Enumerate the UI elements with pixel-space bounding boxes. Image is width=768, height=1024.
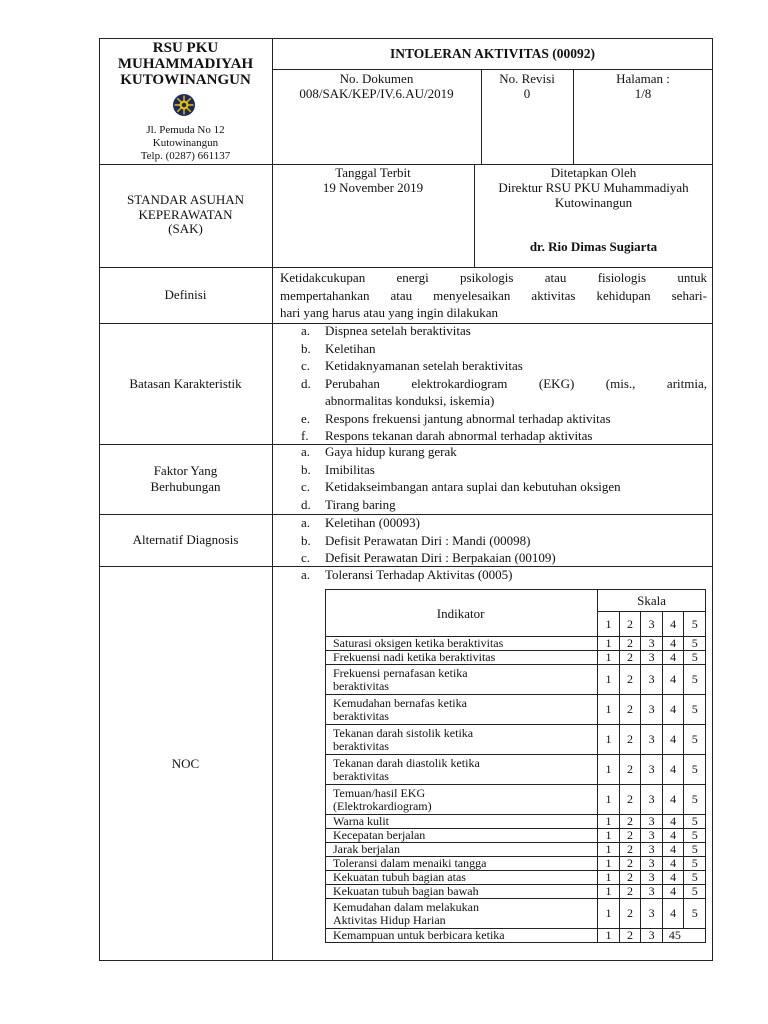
scale-cell: 4 — [662, 815, 684, 829]
definisi-text — [280, 269, 707, 322]
scale-cell: 1 — [598, 785, 620, 815]
scale-cell: 4 — [662, 899, 684, 929]
scale-cell: 3 — [641, 871, 663, 885]
hospital-name — [99, 40, 272, 88]
noc-list — [279, 566, 707, 584]
indicator-label — [326, 871, 598, 885]
list-item — [279, 443, 707, 461]
indicator-line: Toleransi dalam menaiki tangga — [333, 856, 487, 870]
indicator-line: Frekuensi nadi ketika beraktivitas — [333, 650, 496, 664]
list-text: Perubahan elektrokardiogram (EKG) (mis., aritmia, — [325, 375, 707, 391]
scale-cell: 2 — [619, 929, 641, 943]
list-item — [279, 461, 707, 479]
indicator-line: Saturasi oksigen ketika beraktivitas — [333, 636, 504, 650]
list-item — [279, 357, 707, 375]
alternatif-list — [279, 514, 707, 567]
indicator-line: Kekuatan tubuh bagian bawah — [333, 884, 479, 898]
noc-label — [99, 566, 272, 961]
list-item — [279, 532, 707, 550]
list-text: Ketidaknyamanan setelah beraktivitas — [325, 358, 523, 373]
table-row — [326, 651, 706, 665]
table-row — [326, 637, 706, 651]
table-row — [326, 725, 706, 755]
scale-cell: 2 — [619, 815, 641, 829]
scale-cell: 4 — [662, 857, 684, 871]
approval-label: Ditetapkan Oleh — [550, 165, 637, 180]
standard-title-line: STANDAR ASUHAN — [126, 192, 245, 207]
scale-number: 3 — [641, 612, 663, 637]
table-row — [326, 857, 706, 871]
scale-cell: 2 — [619, 651, 641, 665]
list-marker: c. — [301, 550, 311, 565]
alternatif-label — [99, 514, 272, 566]
scale-cell: 4 — [662, 651, 684, 665]
hospital-name-line: RSU PKU — [152, 40, 219, 56]
indicator-line: beraktivitas — [333, 708, 389, 723]
list-marker: c. — [301, 358, 311, 373]
batasan-list — [279, 322, 707, 445]
scale-cell: 5 — [684, 637, 706, 651]
scale-cell: 5 — [684, 665, 706, 695]
approver-line: Kutowinangun — [554, 195, 633, 210]
list-marker: b. — [301, 340, 311, 356]
list-text: Ketidakseimbangan antara suplai dan kebutuhan oksigen — [325, 479, 621, 494]
indicator-line: Kemudahan bernafas ketika — [333, 695, 467, 710]
phone-number: Telp. (0287) 661137 — [140, 150, 231, 162]
indicator-label — [326, 755, 598, 785]
list-text: Gaya hidup kurang gerak — [325, 444, 457, 459]
scale-cell: 3 — [641, 665, 663, 695]
table-row — [326, 785, 706, 815]
list-marker: a. — [301, 515, 311, 530]
list-marker: a. — [301, 567, 311, 582]
scale-cell: 2 — [619, 637, 641, 651]
indicator-line: Kecepatan berjalan — [333, 828, 426, 842]
list-marker: f. — [301, 428, 309, 443]
scale-cell: 1 — [598, 843, 620, 857]
scale-cell: 1 — [598, 829, 620, 843]
list-marker: a. — [301, 323, 311, 338]
scale-cell: 5 — [684, 651, 706, 665]
noc-indicator-table — [325, 589, 706, 943]
section-label: Alternatif Diagnosis — [132, 532, 239, 547]
list-text: Keletihan — [325, 340, 376, 356]
list-item — [279, 478, 707, 496]
issue-date-label: Tanggal Terbit — [335, 165, 411, 180]
scale-cell: 2 — [619, 871, 641, 885]
list-text: Imibilitas — [325, 461, 375, 477]
scale-cell: 5 — [684, 857, 706, 871]
scale-number: 1 — [598, 612, 620, 637]
scale-cell: 45 — [662, 929, 705, 943]
list-item — [279, 427, 707, 445]
indicator-line: beraktivitas — [333, 678, 389, 693]
list-item — [279, 322, 707, 340]
scale-cell: 5 — [684, 871, 706, 885]
approval-block — [474, 165, 713, 210]
scale-number: 5 — [684, 612, 706, 637]
list-item — [279, 496, 707, 514]
standard-title-line: (SAK) — [168, 221, 203, 236]
hospital-name-line: MUHAMMADIYAH — [117, 56, 254, 72]
scale-cell: 5 — [684, 829, 706, 843]
definisi-line: Ketidakcukupan energi psikologis atau fisiologis untuk — [280, 270, 707, 285]
scale-cell: 5 — [684, 815, 706, 829]
hospital-address — [99, 124, 272, 163]
issue-date — [272, 165, 474, 195]
indicator-label — [326, 857, 598, 871]
scale-cell: 2 — [619, 785, 641, 815]
table-row — [326, 755, 706, 785]
faktor-label — [99, 444, 272, 514]
scale-cell: 2 — [619, 885, 641, 899]
scale-cell: 3 — [641, 899, 663, 929]
scale-cell: 2 — [619, 857, 641, 871]
scale-number: 2 — [619, 612, 641, 637]
hospital-logo-icon — [172, 93, 196, 117]
table-row — [326, 843, 706, 857]
scale-cell: 2 — [619, 829, 641, 843]
scale-cell: 1 — [598, 929, 620, 943]
section-label: Batasan Karakteristik — [129, 375, 242, 391]
scale-cell: 3 — [641, 829, 663, 843]
indicator-label — [326, 651, 598, 665]
list-marker: d. — [301, 496, 311, 512]
table-row — [326, 929, 706, 943]
scale-cell: 5 — [684, 725, 706, 755]
faktor-list — [279, 443, 707, 513]
section-label: Definisi — [164, 287, 207, 302]
standard-title — [99, 193, 272, 237]
revision-number — [481, 71, 573, 101]
indicator-label — [326, 885, 598, 899]
list-text: Tirang baring — [325, 496, 396, 512]
indicator-label — [326, 785, 598, 815]
document-title: INTOLERAN AKTIVITAS (00092) — [389, 46, 596, 61]
hospital-name-line: KUTOWINANGUN — [120, 72, 251, 88]
scale-cell: 3 — [641, 755, 663, 785]
list-item — [279, 566, 707, 584]
scale-cell: 5 — [684, 785, 706, 815]
list-item — [279, 549, 707, 567]
indicator-label — [326, 637, 598, 651]
skala-header: Skala — [598, 590, 706, 612]
definisi-line: hari yang harus atau yang ingin dilakukan — [280, 305, 499, 320]
indicator-label — [326, 665, 598, 695]
list-marker: d. — [301, 375, 311, 391]
list-text: Keletihan (00093) — [325, 515, 420, 530]
indicator-line: Jarak berjalan — [333, 842, 400, 856]
scale-cell: 2 — [619, 695, 641, 725]
indicator-line: Tekanan darah diastolik ketika — [333, 755, 480, 770]
indicator-line: Kemudahan dalam melakukan — [333, 899, 479, 914]
scale-cell: 4 — [662, 871, 684, 885]
page-number — [573, 71, 713, 101]
scale-cell: 3 — [641, 929, 663, 943]
scale-cell: 3 — [641, 843, 663, 857]
indicator-label: Kemampuan untuk berbicara ketika — [326, 929, 598, 943]
director-name: dr. Rio Dimas Sugiarta — [529, 239, 658, 254]
scale-cell: 3 — [641, 725, 663, 755]
indicator-line: Aktivitas Hidup Harian — [333, 912, 446, 927]
section-label: Faktor Yang — [153, 463, 218, 478]
list-item — [279, 340, 707, 358]
scale-cell: 4 — [662, 725, 684, 755]
list-marker: b. — [301, 532, 311, 548]
list-text: Respons frekuensi jantung abnormal terhadap aktivitas — [325, 410, 611, 426]
list-text: abnormalitas konduksi, iskemia) — [325, 393, 495, 408]
scale-cell: 3 — [641, 695, 663, 725]
scale-cell: 3 — [641, 785, 663, 815]
scale-cell: 4 — [662, 695, 684, 725]
indicator-label — [326, 843, 598, 857]
scale-cell: 4 — [662, 885, 684, 899]
scale-cell: 1 — [598, 857, 620, 871]
table-row — [326, 829, 706, 843]
scale-cell: 3 — [641, 637, 663, 651]
scale-cell: 4 — [662, 755, 684, 785]
document-number-label: No. Dokumen — [339, 71, 414, 86]
scale-cell: 4 — [662, 843, 684, 857]
indicator-line: Kekuatan tubuh bagian atas — [333, 870, 466, 884]
scale-cell: 2 — [619, 755, 641, 785]
list-text: Respons tekanan darah abnormal terhadap aktivitas — [325, 428, 593, 443]
page-value: 1/8 — [634, 86, 652, 101]
batasan-label — [99, 323, 272, 444]
scale-cell: 1 — [598, 755, 620, 785]
approver-line: Direktur RSU PKU Muhammadiyah — [498, 180, 689, 195]
scale-cell: 1 — [598, 695, 620, 725]
indicator-line: Frekuensi pernafasan ketika — [333, 665, 468, 680]
indikator-header: Indikator — [326, 590, 598, 637]
list-text: Defisit Perawatan Diri : Mandi (00098) — [325, 532, 531, 548]
scale-cell: 4 — [662, 829, 684, 843]
definisi-line: mempertahankan atau menyelesaikan aktivitas kehidupan sehari- — [280, 287, 707, 303]
table-row — [326, 815, 706, 829]
page-label: Halaman : — [616, 71, 670, 86]
scale-cell: 2 — [619, 665, 641, 695]
row-divider — [272, 69, 713, 70]
scale-cell: 1 — [598, 725, 620, 755]
list-item — [279, 410, 707, 428]
scale-cell: 5 — [684, 885, 706, 899]
document-number — [272, 71, 481, 101]
table-row — [326, 871, 706, 885]
indicator-label — [326, 695, 598, 725]
noc-rows — [326, 637, 706, 929]
table-row — [326, 885, 706, 899]
scale-cell: 4 — [662, 637, 684, 651]
scale-cell: 1 — [598, 871, 620, 885]
revision-value: 0 — [523, 86, 531, 101]
scale-cell: 1 — [598, 815, 620, 829]
list-marker: e. — [301, 410, 311, 426]
table-row — [326, 695, 706, 725]
list-text: Toleransi Terhadap Aktivitas (0005) — [325, 567, 513, 582]
indicator-line: beraktivitas — [333, 768, 389, 783]
scale-cell: 3 — [641, 815, 663, 829]
indicator-line: Temuan/hasil EKG — [333, 785, 426, 800]
standard-title-line: KEPERAWATAN — [138, 206, 233, 222]
scale-cell: 4 — [662, 785, 684, 815]
scale-number: 4 — [662, 612, 684, 637]
scale-cell: 5 — [684, 899, 706, 929]
scale-cell: 1 — [598, 885, 620, 899]
definisi-label — [99, 267, 272, 323]
list-marker: c. — [301, 479, 311, 494]
scale-cell: 1 — [598, 665, 620, 695]
indicator-line: (Elektrokardiogram) — [333, 798, 432, 813]
list-item — [279, 375, 707, 410]
list-marker: a. — [301, 444, 311, 459]
scale-cell: 3 — [641, 885, 663, 899]
list-item — [279, 514, 707, 532]
section-label: NOC — [171, 755, 200, 771]
scale-cell: 1 — [598, 899, 620, 929]
list-text: Dispnea setelah beraktivitas — [325, 323, 471, 338]
scale-cell: 1 — [598, 651, 620, 665]
indicator-label — [326, 815, 598, 829]
issue-date-value: 19 November 2019 — [322, 180, 424, 195]
indicator-line: beraktivitas — [333, 738, 389, 753]
scale-cell: 2 — [619, 843, 641, 857]
section-label: Berhubungan — [150, 479, 221, 494]
indicator-label — [326, 829, 598, 843]
revision-label: No. Revisi — [499, 71, 555, 86]
indicator-line: Warna kulit — [333, 814, 390, 828]
scale-cell: 3 — [641, 651, 663, 665]
address-line: Jl. Pemuda No 12 — [146, 124, 225, 136]
table-header-row — [326, 590, 706, 612]
indicator-label — [326, 899, 598, 929]
scale-cell: 4 — [662, 665, 684, 695]
list-marker: b. — [301, 461, 311, 477]
scale-cell: 1 — [598, 637, 620, 651]
address-line: Kutowinangun — [152, 137, 219, 149]
scale-cell: 5 — [684, 843, 706, 857]
indicator-label — [326, 725, 598, 755]
document-number-value: 008/SAK/KEP/IV.6.AU/2019 — [299, 86, 454, 101]
indicator-line: Tekanan darah sistolik ketika — [333, 725, 474, 740]
list-text: Defisit Perawatan Diri : Berpakaian (00109) — [325, 550, 556, 565]
scale-cell: 5 — [684, 755, 706, 785]
scale-cell: 2 — [619, 725, 641, 755]
scale-cell: 3 — [641, 857, 663, 871]
scale-cell: 5 — [684, 695, 706, 725]
table-row — [326, 665, 706, 695]
table-row — [326, 899, 706, 929]
scale-cell: 2 — [619, 899, 641, 929]
